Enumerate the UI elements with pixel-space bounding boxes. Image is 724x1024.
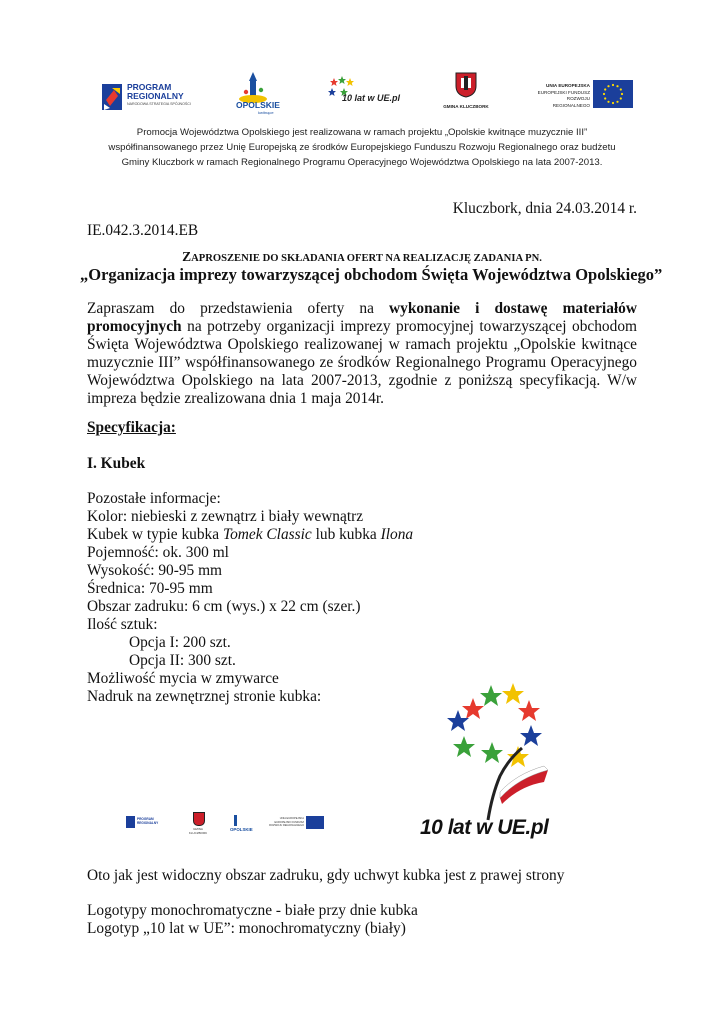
- opolskie-text: OPOLSKIE: [236, 100, 280, 110]
- intro-pre: Zapraszam do przedstawienia oferty na: [87, 300, 374, 317]
- strip-gmina-logo: [186, 812, 210, 842]
- option-2-line: Opcja II: 300 szt.: [129, 652, 236, 669]
- print-area-line: Obszar zadruku: 6 cm (wys.) x 22 cm (szer.): [87, 598, 361, 615]
- program-regionalny-logo: [100, 80, 200, 114]
- strip-eu-flag-icon: [306, 816, 324, 829]
- unia-europejska-logo: [530, 80, 634, 110]
- height-line: Wysokość: 90-95 mm: [87, 562, 223, 579]
- option-1-line: Opcja I: 200 szt.: [129, 634, 231, 651]
- strip-ue-logo: [266, 816, 326, 832]
- quantity-line: Ilość sztuk:: [87, 616, 158, 633]
- details-list: [87, 490, 487, 706]
- kluczbork-crest-icon: [455, 72, 477, 98]
- strip-ue-text: UNIA EUROPEJSKA EUROPEJSKI FUNDUSZ ROZWOJU REGIONALNEGO: [269, 817, 304, 827]
- section-heading: I. Kubek: [87, 455, 146, 472]
- promo-line3: Gminy Kluczbork w ramach Regionalnego Programu Operacyjnego Województwa Opolskiego na lata 2007-2013.: [121, 157, 603, 168]
- program-regionalny-icon: [100, 82, 124, 112]
- program-line3: NARODOWA STRATEGIA SPÓJNOŚCI: [127, 102, 191, 106]
- eu-flag-icon: [593, 80, 633, 108]
- 10-lat-w-ue-small-logo: [328, 76, 402, 110]
- program-line1: PROGRAM: [127, 82, 172, 92]
- promo-text: [70, 125, 654, 170]
- big-logo-stars: [447, 683, 542, 767]
- other-info: Pozostałe informacje:: [87, 490, 221, 507]
- reference-number: IE.042.3.2014.EB: [87, 222, 199, 239]
- task-title: „Organizacja imprezy towarzyszącej obchodom Święta Województwa Opolskiego”: [80, 265, 663, 284]
- strip-crest-icon: [193, 812, 205, 826]
- promo-line1: Promocja Województwa Opolskiego jest realizowana w ramach projektu „Opolskie kwitnące muzycznie III”: [136, 127, 588, 138]
- type-pre: Kubek w typie kubka: [87, 526, 220, 543]
- opolskie-logo: [228, 72, 294, 116]
- ue-line3: ROZWOJU REGIONALNEGO: [552, 96, 590, 108]
- intro-bold: wykonanie i dostawę materiałów promocyjnych: [87, 300, 637, 335]
- print-outer-line: Nadruk na zewnętrznej stronie kubka:: [87, 688, 322, 705]
- strip-opolskie-logo: [230, 815, 262, 837]
- strip-opolskie-text: OPOLSKIE: [230, 827, 253, 832]
- ue-line1: UNIA EUROPEJSKA: [546, 83, 590, 88]
- strip-program-text: PROGRAM REGIONALNY: [137, 817, 159, 825]
- small-logos-strip: [126, 812, 326, 844]
- 10-lat-small-text: 10 lat w UE.pl: [342, 93, 401, 103]
- intro-paragraph: [87, 300, 637, 408]
- heading-first-letter: Z: [182, 249, 192, 264]
- strip-gmina-text: GMINA KLUCZBORK: [188, 827, 208, 835]
- gmina-kluczbork-logo: [438, 72, 494, 112]
- intro-post: na potrzeby organizacji imprezy promocyjnej towarzyszącej obchodom Święta Województwa Opolskiego realizowanej w ramach projektu „Opolskie kwitnące muzycznie III” współfinansowanego ze środków Regionalnego Programu Operacyjnego Województwa Opolskiego na lata 2007-2013, zgodnie z poniższą specyfikacją. W/w impreza będzie zrealizowana dnia 1 maja 2014r.: [87, 318, 637, 407]
- spec-heading: Specyfikacja:: [87, 419, 176, 436]
- strip-program-logo: [126, 816, 164, 830]
- 10-lat-w-ue-big-logo: [418, 680, 578, 846]
- logo-10lat-note: Logotyp „10 lat w UE”: monochromatyczny (biały): [87, 920, 406, 937]
- type-italic-2: Ilona: [380, 526, 414, 543]
- washing-line: Możliwość mycia w zmywarce: [87, 670, 279, 687]
- strip-opolskie-tower-icon: [234, 815, 237, 826]
- promo-line2: współfinansowanego przez Unię Europejską ze środków Europejskiego Funduszu Rozwoju Regionalnego oraz budżetu: [108, 142, 616, 153]
- type-italic-1: Tomek Classic: [222, 526, 312, 543]
- type-mid: lub kubka: [315, 526, 377, 543]
- diameter-line: Średnica: 70-95 mm: [87, 580, 213, 597]
- capacity-line: Pojemność: ok. 300 ml: [87, 544, 229, 561]
- strip-program-icon: [126, 816, 135, 828]
- type-line: [87, 526, 487, 544]
- big-logo-text: 10 lat w UE.pl: [420, 816, 549, 839]
- print-view-note: Oto jak jest widoczny obszar zadruku, gdy uchwyt kubka jest z prawej strony: [87, 867, 565, 884]
- color-line: Kolor: niebieski z zewnątrz i biały wewnątrz: [87, 508, 364, 525]
- invitation-heading: [87, 248, 637, 266]
- program-line2: REGIONALNY: [127, 91, 184, 101]
- gmina-text: GMINA KLUCZBORK: [443, 104, 489, 109]
- ue-line2: EUROPEJSKI FUNDUSZ: [537, 89, 590, 95]
- place-date: Kluczbork, dnia 24.03.2014 r.: [452, 200, 637, 217]
- logos-mono-note: Logotypy monochromatyczne - białe przy dnie kubka: [87, 902, 418, 919]
- opolskie-sub: kwitnące: [258, 110, 274, 115]
- heading-rest: APROSZENIE DO SKŁADANIA OFERT NA REALIZACJĘ ZADANIA PN.: [191, 253, 542, 264]
